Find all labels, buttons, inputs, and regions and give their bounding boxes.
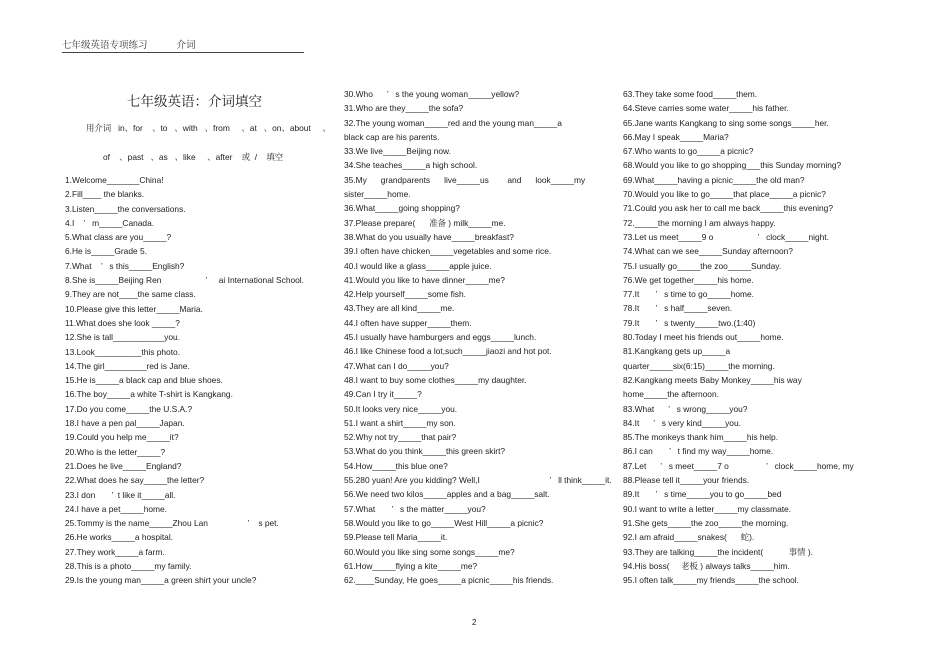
question-line: 35.My grandparents live_____us and look_____my <box>344 174 586 185</box>
question-line: 25.Tommy is the name_____Zhou Lan ’ s pet. <box>65 518 279 529</box>
question-line: 64.Steve carries some water_____his father. <box>623 103 789 114</box>
question-line: 84.It ’ s very kind_____you. <box>623 417 741 428</box>
question-line: home_____the afternoon. <box>623 389 719 400</box>
question-line: 5.What class are you_____? <box>65 232 172 243</box>
question-line: 49.Can I try it_____? <box>344 389 422 400</box>
question-line: 93.They are talking_____the incident( 事情 ). <box>623 546 813 557</box>
question-line: 12.She is tall___________you. <box>65 332 181 343</box>
question-line: 23.I don ’ t like it_____all. <box>65 489 176 500</box>
question-line: 88.Please tell it_____your friends. <box>623 475 750 486</box>
question-line: 47.What can I do_____you? <box>344 360 449 371</box>
question-line: 36.What_____going shopping? <box>344 203 460 214</box>
question-line: 39.I often have chicken_____vegetables and some rice. <box>344 246 552 257</box>
question-line: 52.Why not try_____that pair? <box>344 432 457 443</box>
question-line: quarter_____six(6:15)_____the morning. <box>623 360 775 371</box>
question-line: 54.How_____this blue one? <box>344 460 448 471</box>
question-line: 60.Would you like sing some songs_____me? <box>344 546 515 557</box>
question-line: 3.Listen_____the conversations. <box>65 203 186 214</box>
question-line: 32.The young woman_____red and the young man_____a <box>344 117 562 128</box>
question-line: 65.Jane wants Kangkang to sing some songs_____her. <box>623 117 829 128</box>
question-line: 2.Fill____ the blanks. <box>65 189 145 200</box>
question-line: 62.____Sunday, He goes_____a picnic_____his friends. <box>344 575 554 586</box>
question-line: 21.Does he live_____England? <box>65 460 182 471</box>
question-line: 29.Is the young man_____a green shirt your uncle? <box>65 575 257 586</box>
question-line: 71.Could you ask her to call me back_____this evening? <box>623 203 833 214</box>
question-line: 37.Please prepare( 准备 ) milk_____me. <box>344 217 506 228</box>
page-number: 2 <box>472 618 477 627</box>
question-line: 10.Please give this letter_____Maria. <box>65 303 203 314</box>
question-line: 86.I can ’ t find my way_____home. <box>623 446 774 457</box>
question-line: 22.What does he say_____the letter? <box>65 475 205 486</box>
question-line: 33.We live_____Beijing now. <box>344 146 451 157</box>
question-line: 34.She teaches_____a high school. <box>344 160 478 171</box>
question-line: 40.I would like a glass_____apple juice. <box>344 260 492 271</box>
question-line: 13.Look__________this photo. <box>65 346 181 357</box>
instruction-line-1: 用介词 in、for 、to 、with 、from 、at 、on、about 、 <box>86 123 331 133</box>
question-column-3 <box>623 87 893 587</box>
question-line: 76.We get together_____his home. <box>623 274 754 285</box>
question-line: 81.Kangkang gets up_____a <box>623 346 731 357</box>
question-line: 74.What can we see_____Sunday afternoon? <box>623 246 793 257</box>
question-line: 51.I want a shirt_____my son. <box>344 417 456 428</box>
question-line: 80.Today I meet his friends out_____home. <box>623 332 784 343</box>
question-column-1 <box>65 173 337 588</box>
question-line: 41.Would you like to have dinner_____me? <box>344 274 505 285</box>
question-line: 15.He is_____a black cap and blue shoes. <box>65 375 223 386</box>
question-line: 43.They are all kind_____me. <box>344 303 455 314</box>
question-line: 59.Please tell Maria_____it. <box>344 532 448 543</box>
question-line: 9.They are not____the same class. <box>65 289 196 300</box>
question-column-2 <box>344 87 612 587</box>
question-line: 26.He works_____a hospital. <box>65 532 174 543</box>
question-line: 27.They work_____a farm. <box>65 546 165 557</box>
question-line: 90.I want to write a letter_____my classmate. <box>623 503 792 514</box>
question-line: black cap are his parents. <box>344 131 440 142</box>
question-line: 85.The monkeys thank him_____his help. <box>623 432 779 443</box>
question-line: 11.What does she look _____? <box>65 317 180 328</box>
question-line: 63.They take some food_____them. <box>623 89 758 99</box>
instruction-line-2: of 、past 、as 、like 、after 或 / 填空 <box>103 152 284 162</box>
question-line: 14.The girl_________red is Jane. <box>65 360 190 371</box>
question-line: 1.Welcome_______China! <box>65 175 164 185</box>
question-line: 17.Do you come_____the U.S.A.? <box>65 403 193 414</box>
question-line: 55.280 yuan! Are you kidding? Well,I ’ ll think_____it. <box>344 475 612 486</box>
header-rule <box>62 52 304 53</box>
question-line: 42.Help yourself_____some fish. <box>344 289 466 300</box>
question-line: 73.Let us meet_____9 o ’ clock_____night. <box>623 231 829 242</box>
question-line: 53.What do you think_____this green skirt? <box>344 446 506 457</box>
question-line: 28.This is a photo_____my family. <box>65 561 192 572</box>
question-line: 18.I have a pen pal_____Japan. <box>65 418 185 429</box>
question-line: 67.Who wants to go_____a picnic? <box>623 146 754 157</box>
question-line: 83.What ’ s wrong_____you? <box>623 403 748 414</box>
question-line: 87.Let ’ s meet_____7 o ’ clock_____home, my <box>623 460 854 471</box>
question-line: 68.Would you like to go shopping___this Sunday morning? <box>623 160 842 171</box>
question-line: 72._____the morning I am always happy. <box>623 217 776 228</box>
page-header: 七年级英语专项练习 介词 <box>62 40 196 51</box>
question-line: 58.Would you like to go_____West Hill_____a picnic? <box>344 517 544 528</box>
question-line: 19.Could you help me_____it? <box>65 432 179 443</box>
question-line: 95.I often talk_____my friends_____the school. <box>623 575 799 586</box>
question-line: 50.It looks very nice_____you. <box>344 403 458 414</box>
question-line: 45.I usually have hamburgers and eggs_____lunch. <box>344 332 537 343</box>
page-title: 七年级英语：介词填空 <box>127 94 262 109</box>
question-line: 91.She gets_____the zoo_____the morning. <box>623 517 789 528</box>
question-line: 30.Who ’ s the young woman_____yellow? <box>344 89 520 99</box>
question-line: 82.Kangkang meets Baby Monkey_____his way <box>623 374 802 385</box>
question-line: 31.Who are they_____the sofa? <box>344 103 464 114</box>
question-line: 66.May I speak_____Maria? <box>623 131 729 142</box>
question-line: 16.The boy_____a white T-shirt is Kangkang. <box>65 389 233 400</box>
question-line: 6.He is_____Grade 5. <box>65 246 147 257</box>
question-line: 24.I have a pet_____home. <box>65 503 167 514</box>
question-line: 44.I often have supper_____them. <box>344 317 472 328</box>
question-line: 79.It ’ s twenty_____two.(1:40) <box>623 317 756 328</box>
question-line: 89.It ’ s time_____you to go_____bed <box>623 489 782 500</box>
question-line: 4.I ’ m_____Canada. <box>65 217 155 228</box>
question-line: 70.Would you like to go_____that place_____a picnic? <box>623 189 826 200</box>
question-line: 56.We need two kilos_____apples and a bag_____salt. <box>344 489 550 500</box>
question-line: 48.I want to buy some clothes_____my daughter. <box>344 374 527 385</box>
question-line: 92.I am afraid_____snakes( 蛇). <box>623 532 755 543</box>
question-line: 78.It ’ s half_____seven. <box>623 303 733 314</box>
question-line: 57.What ’ s the matter_____you? <box>344 503 486 514</box>
question-line: 8.She is_____Beijing Ren ’ ai International School. <box>65 275 304 286</box>
question-line: 61.How_____flying a kite_____me? <box>344 560 478 571</box>
question-line: 46.I like Chinese food a lot,such_____jiaozi and hot pot. <box>344 346 552 357</box>
question-line: 77.It ’ s time to go_____home. <box>623 289 754 300</box>
question-line: 38.What do you usually have_____breakfast? <box>344 231 514 242</box>
question-line: 20.Who is the letter_____? <box>65 446 166 457</box>
question-line: 7.What ’ s this_____English? <box>65 260 185 271</box>
question-line: 69.What_____having a picnic_____the old man? <box>623 174 805 185</box>
question-line: 75.I usually go_____the zoo_____Sunday. <box>623 260 782 271</box>
question-line: 94.His boss( 老板 ) always talks_____him. <box>623 560 790 571</box>
question-line: sister_____home. <box>344 189 411 200</box>
